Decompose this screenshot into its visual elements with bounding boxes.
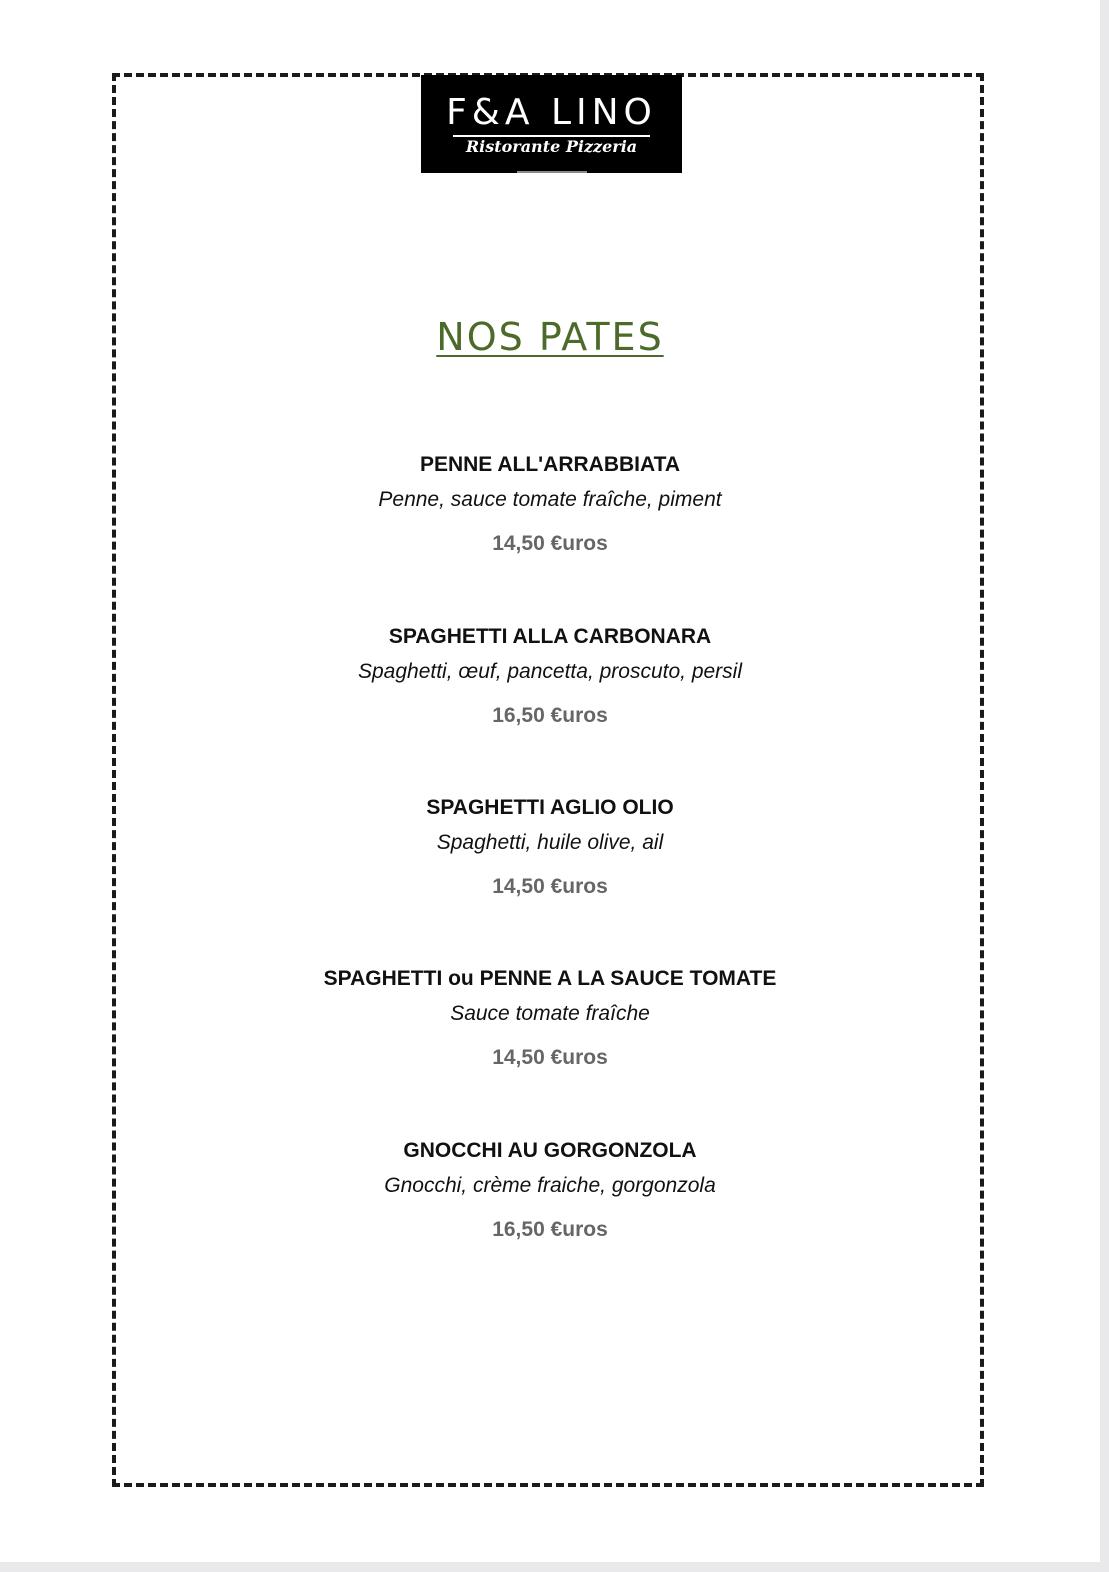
- dashed-border-frame: [112, 73, 984, 1487]
- dish-description: Spaghetti, œuf, pancetta, proscuto, persil: [357, 660, 743, 683]
- logo-subtitle: Ristorante Pizzeria: [465, 137, 638, 156]
- dish-description: Gnocchi, crème fraiche, gorgonzola: [384, 1174, 716, 1197]
- dish-name: SPAGHETTI ou PENNE A LA SAUCE TOMATE: [323, 967, 777, 990]
- dish-description: Sauce tomate fraîche: [450, 1002, 650, 1025]
- menu-item: [0, 966, 1100, 1071]
- dish-name: SPAGHETTI ALLA CARBONARA: [388, 625, 712, 648]
- logo-bottom-accent: [517, 171, 587, 173]
- dish-price: 14,50 €uros: [492, 1046, 608, 1069]
- dish-price: 14,50 €uros: [492, 532, 608, 555]
- menu-item: [0, 1138, 1100, 1243]
- dish-price: 16,50 €uros: [492, 704, 608, 727]
- dish-price: 14,50 €uros: [492, 875, 608, 898]
- dish-name: GNOCCHI AU GORGONZOLA: [403, 1139, 697, 1162]
- restaurant-logo: [421, 75, 682, 173]
- dish-name: SPAGHETTI AGLIO OLIO: [426, 796, 674, 819]
- dish-description: Spaghetti, huile olive, ail: [436, 831, 664, 854]
- menu-item: [0, 452, 1100, 557]
- logo-name: F&A LINO: [446, 92, 657, 133]
- section-title-text: NOS PATES: [436, 315, 664, 359]
- section-title: [0, 312, 1100, 362]
- dish-description: Penne, sauce tomate fraîche, piment: [378, 488, 722, 511]
- dish-price: 16,50 €uros: [492, 1218, 608, 1241]
- menu-item: [0, 624, 1100, 729]
- dish-name: PENNE ALL'ARRABBIATA: [419, 453, 681, 476]
- menu-item: [0, 795, 1100, 900]
